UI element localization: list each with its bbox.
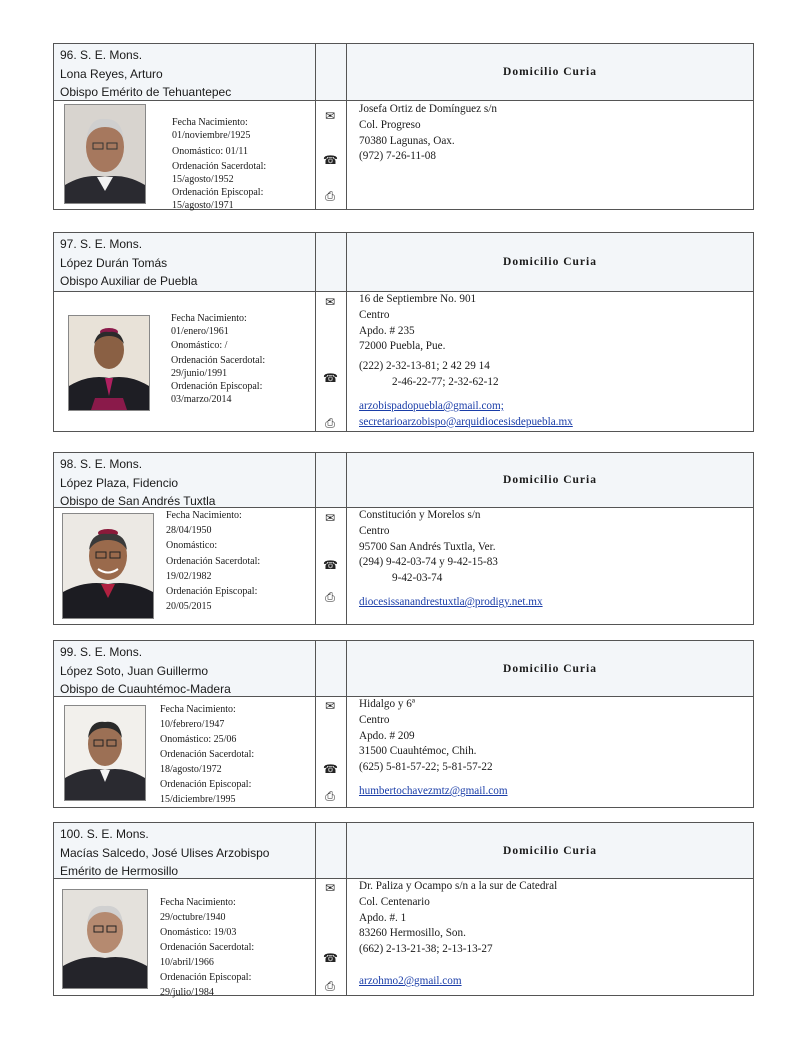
bishop-photo	[64, 705, 146, 801]
email-link[interactable]: humbertochavezmtz@gmail.com	[359, 784, 508, 797]
birth-date: 01/noviembre/1925	[172, 130, 251, 142]
address-line: 72000 Puebla, Pue.	[359, 340, 446, 353]
bio-details	[166, 508, 311, 614]
bio-details	[171, 312, 311, 406]
bishop-office: Obispo de Cuauhtémoc-Madera	[60, 682, 231, 696]
birth-date: 10/febrero/1947	[160, 719, 225, 730]
bishop-office: Obispo de San Andrés Tuxtla	[60, 494, 216, 508]
entry-98	[53, 452, 754, 625]
birth-label: Fecha Nacimiento:	[160, 704, 236, 715]
entry-header	[54, 453, 753, 508]
episcopal-ordination-label: Ordenación Episcopal:	[160, 972, 252, 983]
fax-icon: ⎙	[325, 590, 335, 604]
mailbox-icon: ✉	[324, 699, 336, 713]
entry-100	[53, 822, 754, 996]
address-line: 16 de Septiembre No. 901	[359, 293, 477, 305]
entry-number: 100. S. E. Mons.	[60, 827, 149, 841]
phone-line: (222) 2-32-13-81; 2 42 29 14	[359, 360, 490, 373]
bishop-photo	[62, 889, 148, 989]
address-line: Centro	[359, 308, 390, 321]
episcopal-ordination-date: 15/diciembre/1995	[160, 794, 236, 805]
address-line: Hidalgo y 6ª	[359, 698, 415, 710]
address-line: Col. Progreso	[359, 118, 421, 131]
domicilio-curia-header: Domicilio Curia	[503, 844, 597, 857]
bishop-office: Obispo Auxiliar de Puebla	[60, 274, 198, 288]
phone-line: (294) 9-42-03-74 y 9-42-15-83	[359, 556, 498, 569]
birth-date: 28/04/1950	[166, 525, 212, 537]
address-line: Col. Centenario	[359, 895, 430, 908]
onomastico: Onomástico: /	[171, 340, 228, 352]
onomastico: Onomástico:	[166, 540, 218, 552]
priest-ordination-date: 15/agosto/1952	[172, 173, 234, 185]
address-line: 95700 San Andrés Tuxtla, Ver.	[359, 540, 496, 553]
bio-details	[160, 895, 310, 1000]
episcopal-ordination-label: Ordenación Episcopal:	[166, 586, 258, 598]
birth-date: 01/enero/1961	[171, 326, 229, 338]
bishop-name: Lona Reyes, Arturo	[60, 66, 163, 81]
entry-96	[53, 43, 754, 210]
phone-icon: ☎	[323, 558, 338, 572]
episcopal-ordination-label: Ordenación Episcopal:	[160, 779, 252, 790]
priest-ordination-label: Ordenación Sacerdotal:	[172, 160, 267, 172]
entry-title	[60, 825, 315, 881]
address-line: Centro	[359, 524, 390, 537]
curia-address	[359, 292, 749, 430]
bishop-office: Obispo Emérito de Tehuantepec	[60, 85, 232, 99]
phone-line: (972) 7-26-11-08	[359, 150, 436, 163]
priest-ordination-date: 29/junio/1991	[171, 367, 228, 379]
birth-label: Fecha Nacimiento:	[172, 117, 248, 128]
phone-icon: ☎	[323, 951, 338, 965]
phone-icon: ☎	[323, 762, 338, 776]
bishop-name: López Durán Tomás	[60, 255, 168, 270]
address-line: Centro	[359, 713, 390, 726]
birth-label: Fecha Nacimiento:	[171, 313, 247, 324]
priest-ordination-date: 19/02/1982	[166, 570, 212, 582]
birth-label: Fecha Nacimiento:	[166, 510, 242, 521]
curia-address	[359, 102, 749, 165]
bio-details	[172, 116, 312, 212]
priest-ordination-date: 10/abril/1966	[160, 957, 214, 968]
birth-date: 29/octubre/1940	[160, 912, 226, 923]
address-line: Apdo. # 235	[359, 324, 415, 337]
fax-icon: ⎙	[325, 789, 335, 803]
entry-99	[53, 640, 754, 808]
mailbox-icon: ✉	[324, 295, 336, 309]
address-line: 83260 Hermosillo, Son.	[359, 927, 466, 940]
phone-line: 2-46-22-77; 2-32-62-12	[392, 375, 499, 388]
mailbox-icon: ✉	[324, 881, 336, 895]
priest-ordination-label: Ordenación Sacerdotal:	[166, 555, 261, 567]
priest-ordination-label: Ordenación Sacerdotal:	[160, 942, 255, 953]
phone-icon: ☎	[323, 371, 338, 385]
episcopal-ordination-date: 03/marzo/2014	[171, 394, 232, 406]
episcopal-ordination-label: Ordenación Episcopal:	[172, 187, 264, 199]
entry-title	[60, 235, 315, 291]
phone-line: 9-42-03-74	[392, 572, 443, 585]
domicilio-curia-header: Domicilio Curia	[503, 256, 597, 268]
onomastico: Onomástico: 19/03	[160, 927, 237, 938]
episcopal-ordination-date: 15/agosto/1971	[172, 200, 234, 212]
address-line: Apdo. # 209	[359, 729, 415, 742]
entry-body	[54, 879, 753, 998]
episcopal-ordination-date: 29/julio/1984	[160, 987, 214, 998]
onomastico: Onomástico: 01/11	[172, 146, 249, 158]
fax-icon: ⎙	[325, 416, 335, 430]
bishop-name: Macías Salcedo, José Ulises Arzobispo	[60, 845, 270, 860]
phone-icon: ☎	[323, 153, 338, 167]
mailbox-icon: ✉	[324, 511, 336, 525]
entry-title	[60, 455, 315, 511]
entry-body	[54, 508, 753, 624]
email-link[interactable]: arzohmo2@gmail.com	[359, 974, 462, 987]
entry-number: 98. S. E. Mons.	[60, 457, 143, 471]
email-link[interactable]: diocesissanandrestuxtla@prodigy.net.mx	[359, 595, 543, 608]
entry-header	[54, 44, 753, 101]
fax-icon: ⎙	[325, 189, 335, 203]
domicilio-curia-header: Domicilio Curia	[503, 474, 597, 486]
phone-line: (625) 5-81-57-22; 5-81-57-22	[359, 761, 493, 774]
entry-header	[54, 641, 753, 697]
domicilio-curia-header: Domicilio Curia	[503, 662, 597, 675]
bio-details	[160, 702, 310, 807]
entry-number: 99. S. E. Mons.	[60, 645, 143, 659]
entry-title	[60, 643, 315, 699]
address-line: Dr. Paliza y Ocampo s/n a la sur de Catedral	[359, 880, 558, 892]
curia-address	[359, 697, 749, 800]
address-line: Constitución y Morelos s/n	[359, 509, 481, 521]
entry-number: 97. S. E. Mons.	[60, 237, 143, 251]
priest-ordination-date: 18/agosto/1972	[160, 764, 222, 775]
onomastico: Onomástico: 25/06	[160, 734, 237, 745]
fax-icon: ⎙	[325, 979, 335, 993]
bishop-photo	[68, 315, 150, 411]
entry-97	[53, 232, 754, 432]
entry-body	[54, 292, 753, 431]
entry-number: 96. S. E. Mons.	[60, 48, 143, 62]
bishop-photo	[64, 104, 146, 204]
domicilio-curia-header: Domicilio Curia	[503, 66, 597, 78]
bishop-photo	[62, 513, 154, 619]
entry-header	[54, 823, 753, 879]
email-link[interactable]: arzobispadopuebla@gmail.com;	[359, 399, 504, 412]
address-line: 31500 Cuauhtémoc, Chih.	[359, 745, 477, 758]
bishop-name: López Soto, Juan Guillermo	[60, 663, 209, 678]
email-link[interactable]: secretarioarzobispo@arquidiocesisdepuebla.mx	[359, 415, 573, 428]
bishop-name: López Plaza, Fidencio	[60, 475, 179, 490]
episcopal-ordination-label: Ordenación Episcopal:	[171, 381, 263, 393]
address-line: 70380 Lagunas, Oax.	[359, 134, 455, 147]
phone-line: (662) 2-13-21-38; 2-13-13-27	[359, 943, 493, 956]
curia-address	[359, 879, 749, 990]
episcopal-ordination-date: 20/05/2015	[166, 601, 212, 613]
mailbox-icon: ✉	[324, 109, 336, 123]
entry-body	[54, 101, 753, 212]
entry-header	[54, 233, 753, 292]
priest-ordination-label: Ordenación Sacerdotal:	[171, 354, 266, 366]
address-line: Apdo. #. 1	[359, 911, 407, 924]
address-line: Josefa Ortiz de Domínguez s/n	[359, 103, 497, 115]
entry-title	[60, 46, 315, 102]
priest-ordination-label: Ordenación Sacerdotal:	[160, 749, 255, 760]
curia-address	[359, 508, 749, 611]
birth-label: Fecha Nacimiento:	[160, 897, 236, 908]
bishop-office: Emérito de Hermosillo	[60, 864, 179, 878]
entry-body	[54, 697, 753, 807]
